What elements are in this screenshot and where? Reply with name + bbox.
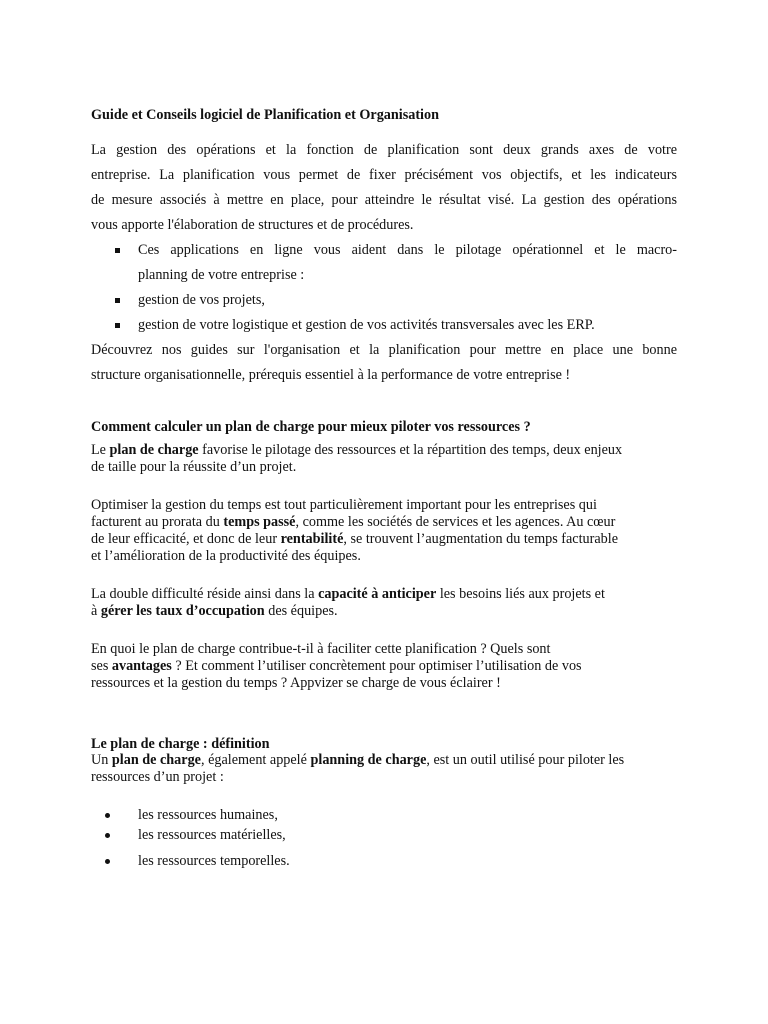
- document-title: Guide et Conseils logiciel de Planification et Organisation: [91, 107, 439, 123]
- bold-term: plan de charge: [109, 442, 199, 458]
- section-heading-plan-de-charge: Comment calculer un plan de charge pour mieux piloter vos ressources ?: [91, 419, 531, 435]
- round-bullet-icon: [105, 859, 110, 864]
- discover-line-2: structure organisationnelle, prérequis essentiel à la performance de votre entreprise !: [91, 367, 571, 383]
- bold-term: rentabilité: [280, 531, 344, 547]
- list-item-text: gestion de vos projets,: [138, 292, 265, 308]
- square-bullet-icon: [115, 298, 120, 303]
- list-item-text: gestion de votre logistique et gestion de vos activités transversales avec les ERP.: [138, 317, 595, 333]
- square-bullet-list: [91, 238, 677, 338]
- bold-term: temps passé: [223, 514, 296, 530]
- bold-term: planning de charge: [310, 752, 427, 768]
- section-heading-definition: Le plan de charge : définition: [91, 736, 270, 752]
- list-item-line-1: Ces applications en ligne vous aident dans le pilotage opérationnel et le macro-: [138, 242, 677, 258]
- bold-term: gérer les taux d’occupation: [100, 603, 265, 619]
- section2-paragraph-1: Un plan de charge, également appelé planning de charge, est un outil utilisé pour piloter les ressources d’un projet :: [91, 752, 625, 785]
- round-bullet-icon: [105, 813, 110, 818]
- bold-term: plan de charge: [111, 752, 201, 768]
- bold-term: capacité à anticiper: [318, 586, 437, 602]
- intro-line-2: entreprise. La planification vous permet de fixer précisément vos objectifs, et les indicateurs: [91, 167, 677, 183]
- round-bullet-icon: [105, 833, 110, 838]
- square-bullet-icon: [115, 248, 120, 253]
- intro-line-3: de mesure associés à mettre en place, pour atteindre le résultat visé. La gestion des opérations: [91, 192, 677, 208]
- intro-line-4: vous apporte l'élaboration de structures et de procédures.: [91, 217, 414, 233]
- intro-line-1: La gestion des opérations et la fonction de planification sont deux grands axes de votre: [91, 142, 677, 158]
- intro-paragraph: [91, 138, 677, 238]
- resources-list: [91, 806, 677, 876]
- square-bullet-icon: [115, 323, 120, 328]
- list-item-text: les ressources matérielles,: [138, 827, 286, 843]
- discover-paragraph: [91, 338, 677, 388]
- bold-term: avantages: [111, 658, 172, 674]
- section1-paragraph-1: Le plan de charge favorise le pilotage des ressources et la répartition des temps, deux enjeux de taille pour la réussite d’un projet.: [91, 442, 623, 475]
- section1-paragraph-4: En quoi le plan de charge contribue-t-il à faciliter cette planification ? Quels sont ses avantages ? Et comment l’utiliser concrètement pour optimiser l’utilisation de vos ressources et la gestion du temps ? Appvizer se charge de vous éclairer !: [91, 641, 582, 691]
- discover-line-1: Découvrez nos guides sur l'organisation et la planification pour mettre en place une bonne: [91, 342, 677, 358]
- list-item-line-2: planning de votre entreprise :: [138, 267, 305, 283]
- section1-paragraph-3: La double difficulté réside ainsi dans la capacité à anticiper les besoins liés aux projets et à gérer les taux d’occupation des équipes.: [91, 586, 605, 619]
- list-item-text: les ressources temporelles.: [138, 853, 290, 869]
- list-item-text: les ressources humaines,: [138, 807, 278, 823]
- section1-paragraph-2: Optimiser la gestion du temps est tout particulièrement important pour les entreprises qui facturent au prorata du temps passé, comme les sociétés de services et les agences. Au cœur de leur efficacité, et donc de leur rentabilité, se trouvent l’augmentation du temps facturable et l’amélioration de la productivité des équipes.: [91, 497, 618, 564]
